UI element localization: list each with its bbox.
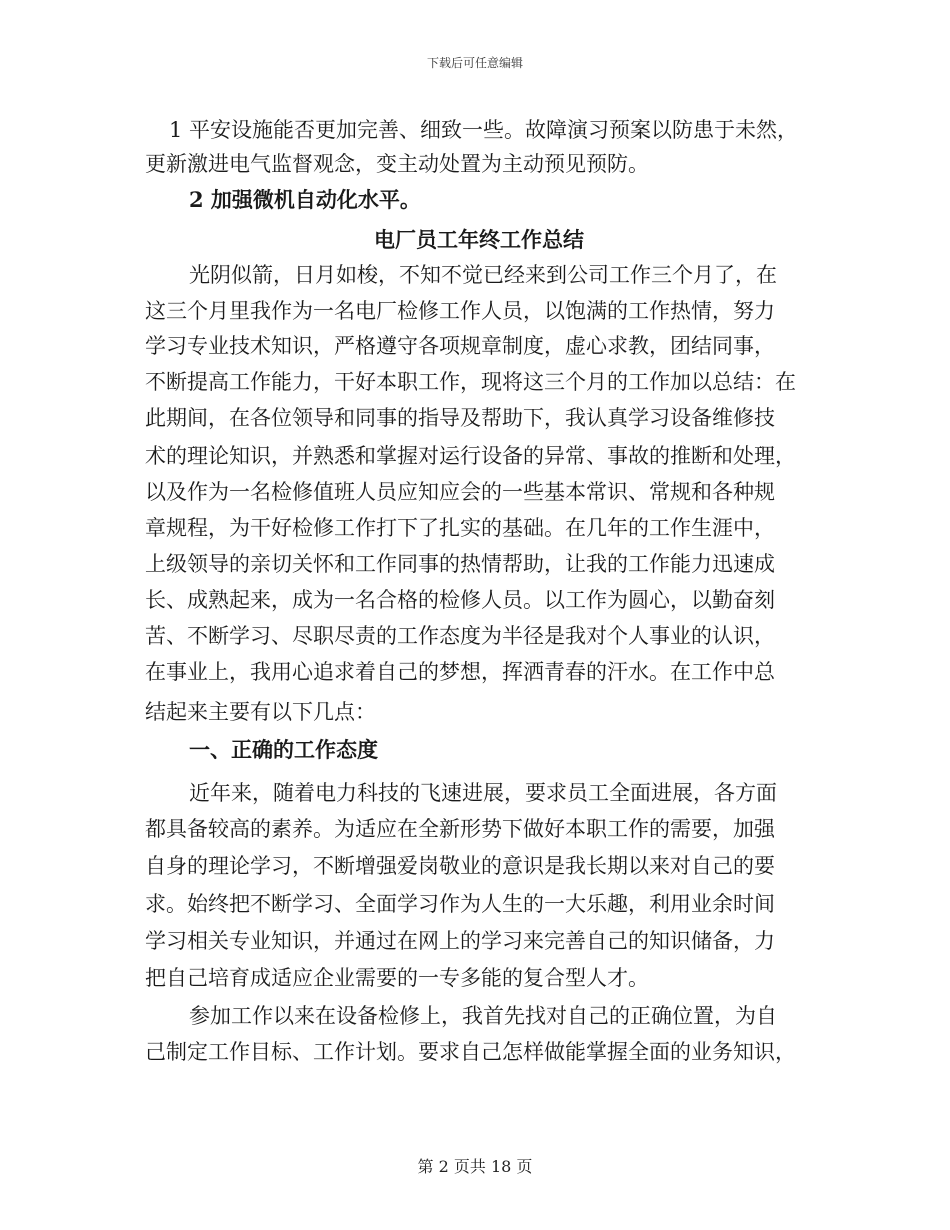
section-title: 电厂员工年终工作总结 xyxy=(374,227,584,252)
paragraph-line: 在事业上，我用心追求着自己的梦想，挥洒青春的汗水。在工作中总 xyxy=(145,660,775,684)
paragraph-line: 参加工作以来在设备检修上，我首先找对自己的正确位置，为自 xyxy=(189,1004,777,1028)
paragraph-line: 苦、不断学习、尽职尽责的工作态度为半径是我对个人事业的认识， xyxy=(145,624,775,648)
paragraph-line: 近年来，随着电力科技的飞速进展，要求员工全面进展，各方面 xyxy=(189,781,777,805)
page-footer: 第 2 页共 18 页 xyxy=(417,1157,533,1176)
paragraph-line: 把自己培育成适应企业需要的一专多能的复合型人才。 xyxy=(145,966,649,990)
paragraph-line: 更新激进电气监督观念，变主动处置为主动预见预防。 xyxy=(145,152,649,176)
paragraph-line: 光阴似箭，日月如梭，不知不觉已经来到公司工作三个月了，在 xyxy=(189,263,777,287)
paragraph-line: 学习专业技术知识，严格遵守各项规章制度，虚心求教，团结同事， xyxy=(145,334,775,358)
heading-line: 一、正确的工作态度 xyxy=(189,737,378,762)
paragraph-line: 长、成熟起来，成为一名合格的检修人员。以工作为圆心，以勤奋刻 xyxy=(145,588,775,612)
paragraph-line: 学习相关专业知识，并通过在网上的学习来完善自己的知识储备，力 xyxy=(145,929,775,953)
paragraph-line: 章规程，为干好检修工作打下了扎实的基础。在几年的工作生涯中， xyxy=(145,516,775,540)
heading-line: 2 加强微机自动化水平。 xyxy=(189,187,421,212)
paragraph-line: 自身的理论学习，不断增强爱岗敬业的意识是我长期以来对自己的要 xyxy=(145,854,775,878)
paragraph-line: 求。始终把不断学习、全面学习作为人生的一大乐趣，利用业余时间 xyxy=(145,892,775,916)
paragraph-line: 上级领导的亲切关怀和工作同事的热情帮助，让我的工作能力迅速成 xyxy=(145,552,775,576)
paragraph-line: 己制定工作目标、工作计划。要求自己怎样做能掌握全面的业务知识， xyxy=(145,1040,796,1064)
page-header: 下载后可任意编辑 xyxy=(426,56,523,70)
paragraph-line: 结起来主要有以下几点： xyxy=(145,700,376,724)
paragraph-line: 术的理论知识，并熟悉和掌握对运行设备的异常、事故的推断和处理， xyxy=(145,444,796,468)
paragraph-line: 这三个月里我作为一名电厂检修工作人员，以饱满的工作热情，努力 xyxy=(145,299,775,323)
paragraph-line: 此期间，在各位领导和同事的指导及帮助下，我认真学习设备维修技 xyxy=(145,406,775,430)
paragraph-line: 1 平安设施能否更加完善、细致一些。故障演习预案以防患于未然， xyxy=(169,118,799,142)
paragraph-line: 以及作为一名检修值班人员应知应会的一些基本常识、常规和各种规 xyxy=(145,480,775,504)
paragraph-line: 不断提高工作能力，干好本职工作，现将这三个月的工作加以总结：在 xyxy=(145,370,796,394)
paragraph-line: 都具备较高的素养。为适应在全新形势下做好本职工作的需要，加强 xyxy=(145,817,775,841)
